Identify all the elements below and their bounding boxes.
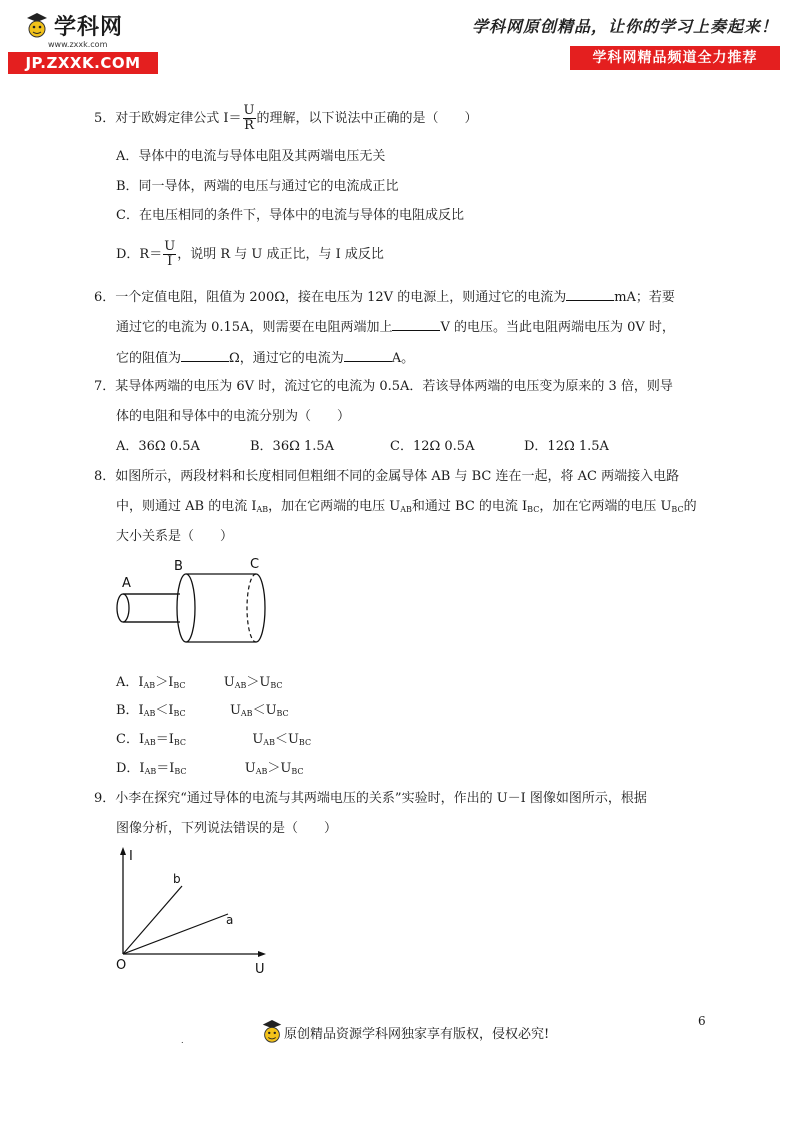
q6-l2-b: V 的电压。当此电阻两端电压为 0V 时， (440, 320, 675, 335)
answer-blank[interactable] (566, 286, 614, 301)
sub-bc: BC (173, 709, 186, 718)
q6-l3-b: Ω，通过它的电流为 (229, 351, 344, 366)
line-label-b: b (173, 872, 181, 886)
q9-line-2: 图像分析，下列说法错误的是（ ） (116, 821, 338, 836)
origin-label: O (116, 958, 127, 973)
sub-bc: BC (276, 709, 289, 718)
sub-bc: BC (527, 505, 540, 514)
figure-label-c: C (250, 557, 260, 572)
sub-bc: BC (173, 681, 186, 690)
page-number: 6 (698, 1014, 706, 1028)
q5-option-c: C．在电压相同的条件下，导体中的电流与导体的电阻成反比 (116, 208, 464, 223)
sub-bc: BC (671, 505, 684, 514)
q8-opt-a-4: ＞U (246, 675, 271, 690)
q7-option-a: A．36Ω 0.5A (116, 439, 200, 454)
site-logo[interactable] (8, 8, 163, 72)
q6-l2-a: 通过它的电流为 0.15A，则需要在电阻两端加上 (116, 320, 393, 335)
q6-l1-a: 6．一个定值电阻，阻值为 200Ω，接在电压为 12V 的电源上，则通过它的电流为 (94, 290, 567, 305)
q8-l2-a: 中，则通过 AB 的电流 I (116, 499, 257, 514)
q8-opt-c-4: ＜U (274, 732, 299, 747)
header-recommend-bar: 学科网精品频道全力推荐 (570, 46, 780, 70)
q7-option-d: D．12Ω 1.5A (524, 439, 609, 454)
logo-site-url: www.zxxk.com (48, 40, 108, 49)
q6-line-1 (94, 286, 675, 307)
q8-opt-d-4: ＞U (267, 761, 292, 776)
q6-line-3 (116, 347, 414, 368)
q8-line-2 (116, 498, 697, 519)
sub-ab: AB (144, 767, 157, 776)
q8-opt-c-2: ＝I (155, 732, 174, 747)
q8-opt-a-1: A．I (116, 675, 144, 690)
q8-l2-d: ，加在它两端的电压 U (539, 499, 672, 514)
q7-line-2: 体的电阻和导体中的电流分别为（ ） (116, 409, 351, 424)
q5-opt-d-suffix: ，说明 R 与 U 成正比，与 I 成反比 (177, 247, 384, 262)
q8-l2-c: 和通过 BC 的电流 I (411, 499, 528, 514)
sub-ab: AB (263, 738, 275, 747)
footer-copyright (260, 1018, 549, 1046)
sub-ab: AB (143, 681, 156, 690)
q6-l3-c: A。 (391, 351, 415, 366)
q8-line-1: 8．如图所示，两段材料和长度相同但粗细不同的金属导体 AB 与 BC 连在一起，将 AC 两端接入电路 (94, 469, 680, 484)
sub-bc: BC (270, 681, 283, 690)
q8-opt-d-2: ＝I (156, 761, 175, 776)
q5-frac-num: U (243, 103, 255, 118)
q6-l1-b: mA；若要 (614, 290, 675, 305)
line-label-a: a (226, 913, 234, 927)
q5-option-a: A．导体中的电流与导体电阻及其两端电压无关 (116, 149, 386, 164)
figure-label-b: B (174, 559, 183, 574)
footer-dot: . (181, 1036, 184, 1045)
q5-prefix: 5．对于欧姆定律公式 I＝ (94, 111, 242, 126)
q5-suffix: 的理解，以下说法中正确的是（ ） (256, 111, 478, 126)
q8-option-c (116, 731, 311, 752)
axis-label-u: U (255, 962, 265, 977)
q5-opt-d-fraction (163, 240, 176, 269)
q8-line-3: 大小关系是（ ） (116, 529, 234, 544)
q8-opt-d-1: D．I (116, 761, 145, 776)
q5-formula-fraction (243, 104, 256, 133)
q5-opt-d-prefix: D．R＝ (116, 247, 163, 262)
q8-opt-a-3: U (223, 675, 235, 690)
q6-l3-a: 它的阻值为 (116, 351, 182, 366)
sub-ab: AB (144, 738, 156, 747)
q8-l2-b: ，加在它两端的电压 U (268, 499, 401, 514)
sub-ab: AB (143, 709, 156, 718)
q5-opt-d-den: I (167, 254, 173, 269)
q5-opt-d-num: U (164, 239, 176, 254)
q5-option-d (116, 240, 384, 269)
q8-opt-c-3: U (252, 732, 264, 747)
q8-opt-b-1: B．I (116, 703, 144, 718)
sub-ab: AB (400, 505, 412, 514)
answer-blank[interactable] (344, 347, 392, 362)
answer-blank[interactable] (392, 316, 440, 331)
header-slogan: 学科网原创精品，让你的学习上奏起来！ (471, 17, 778, 36)
q9-line-1: 9．小李在探究“通过导体的电流与其两端电压的关系”实验时，作出的 U－I 图像如图所示，根据 (94, 791, 647, 806)
q6-line-2 (116, 316, 675, 337)
logo-url-bar: JP.ZXXK.COM (8, 52, 158, 74)
sub-ab: AB (234, 681, 247, 690)
q8-l2-e: 的 (683, 499, 697, 514)
q7-line-1: 7．某导体两端的电压为 6V 时，流过它的电流为 0.5A．若该导体两端的电压变为原来的 3 倍，则导 (94, 379, 673, 394)
figure-label-a: A (122, 576, 131, 591)
q5-stem (94, 104, 478, 133)
sub-ab: AB (240, 709, 253, 718)
q8-opt-d-3: U (244, 761, 256, 776)
q8-opt-b-4: ＜U (252, 703, 277, 718)
q8-opt-a-2: ＞I (155, 675, 174, 690)
conductor-figure (110, 556, 280, 656)
q8-option-b (116, 702, 289, 723)
sub-ab: AB (256, 505, 269, 514)
sub-ab: AB (255, 767, 268, 776)
q5-option-b: B．同一导体，两端的电压与通过它的电流成正比 (116, 179, 399, 194)
q8-option-a (116, 674, 283, 695)
sub-bc: BC (173, 738, 187, 747)
mascot-icon (24, 11, 50, 41)
q8-opt-b-3: U (229, 703, 241, 718)
answer-blank[interactable] (181, 347, 229, 362)
q7-option-c: C．12Ω 0.5A (390, 439, 475, 454)
q7-option-b: B．36Ω 1.5A (250, 439, 335, 454)
ui-graph-figure (110, 842, 280, 977)
q8-opt-c-1: C．I (116, 732, 145, 747)
axis-label-i: I (129, 849, 133, 864)
mascot-icon (260, 1018, 284, 1046)
sub-bc: BC (291, 767, 304, 776)
sub-bc: BC (174, 767, 187, 776)
logo-name: 学科网 (54, 15, 124, 40)
q8-opt-b-2: ＜I (155, 703, 174, 718)
sub-bc: BC (298, 738, 312, 747)
q8-option-d (116, 760, 304, 781)
footer-text: 原创精品资源学科网独家享有版权，侵权必究! (284, 1026, 550, 1042)
q5-frac-den: R (244, 118, 254, 133)
